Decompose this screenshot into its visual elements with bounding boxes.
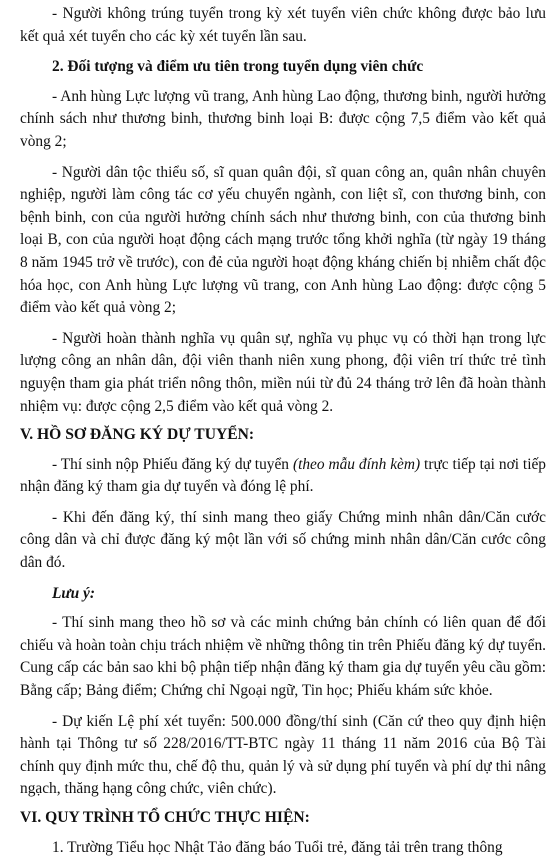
paragraph-priority-5: - Người dân tộc thiểu số, sĩ quan quân đội, sĩ quan công an, quân nhân chuyên nghiệp, người làm công tác cơ yếu chuyển ngành, con liệt sĩ, con thương binh, con bệnh binh, con của người hưởng chính sách như thương binh, con của thương binh loại B, con của người hoạt động cách mạng trước tổng khởi nghĩa (từ ngày 19 tháng 8 năm 1945 trở về trước), con đẻ của người hoạt động kháng chiến bị nhiễm chất độc hóa học, con Anh hùng Lực lượng vũ trang, con Anh hùng Lao động: được cộng 5 điểm vào kết quả vòng 2; xyxy=(20,163,546,317)
paragraph-original-documents: - Thí sinh mang theo hồ sơ và các minh chứng bản chính có liên quan để đối chiếu và hoàn toàn chịu trách nhiệm về những thông tin trên Phiếu đăng ký dự tuyển. Cung cấp các bản sao khi bộ phận tiếp nhận đăng ký tham gia dự tuyển yêu cầu gồm: Bằng cấp; Bảng điểm; Chứng chỉ Ngoại ngữ, Tin học; Phiếu khám sức khỏe. xyxy=(20,614,546,700)
submit-form-italic: (theo mẫu đính kèm) xyxy=(292,455,421,473)
paragraph-submit-form xyxy=(20,454,546,499)
paragraph-priority-7-5: - Anh hùng Lực lượng vũ trang, Anh hùng Lao động, thương binh, người hưởng chính sách như thương binh, thương binh loại B: được cộng 7,5 điểm vào kết quả vòng 2; xyxy=(20,87,546,150)
submit-form-text-a: - Thí sinh nộp Phiếu đăng ký dự tuyển xyxy=(52,455,293,473)
note-heading: Lưu ý: xyxy=(52,584,95,602)
section-heading-application: V. HỒ SƠ ĐĂNG KÝ DỰ TUYỂN: xyxy=(20,426,255,444)
section-heading-procedure: VI. QUY TRÌNH TỔ CHỨC THỰC HIỆN: xyxy=(20,809,310,826)
paragraph-fee: - Dự kiến Lệ phí xét tuyển: 500.000 đồng/thí sinh (Căn cứ theo quy định hiện hành tại Thông tư số 228/2016/TT-BTC ngày 11 tháng 11 năm 2016 của Bộ Tài chính quy định mức thu, chế độ thu, quản lý và sử dụng phí tuyển và phí dự thi nâng ngạch, thăng hạng công chức, viên chức). xyxy=(20,712,546,798)
paragraph-no-reservation: - Người không trúng tuyển trong kỳ xét tuyển viên chức không được bảo lưu kết quả xét tuyển cho các kỳ xét tuyển lần sau. xyxy=(20,5,546,45)
paragraph-announcement: 1. Trường Tiểu học Nhật Tảo đăng báo Tuổi trẻ, đăng tải trên trang thông xyxy=(52,838,503,856)
subheading-priority-subjects: 2. Đối tượng và điểm ưu tiên trong tuyển dụng viên chức xyxy=(52,58,424,76)
paragraph-priority-2-5: - Người hoàn thành nghĩa vụ quân sự, nghĩa vụ phục vụ có thời hạn trong lực lượng công an nhân dân, đội viên thanh niên xung phong, đội viên trí thức trẻ tình nguyện tham gia phát triển nông thôn, miền núi từ đủ 24 tháng trở lên đã hoàn thành nhiệm vụ: được cộng 2,5 điểm vào kết quả vòng 2. xyxy=(20,329,546,415)
paragraph-id-card: - Khi đến đăng ký, thí sinh mang theo giấy Chứng minh nhân dân/Căn cước công dân và chỉ được đăng ký một lần với số chứng minh nhân dân/Căn cước công dân đó. xyxy=(20,508,546,572)
submit-form-text-b: trực tiếp tại nơi tiếp nhận đăng ký tham gia dự tuyển và đóng lệ phí. xyxy=(20,455,547,496)
